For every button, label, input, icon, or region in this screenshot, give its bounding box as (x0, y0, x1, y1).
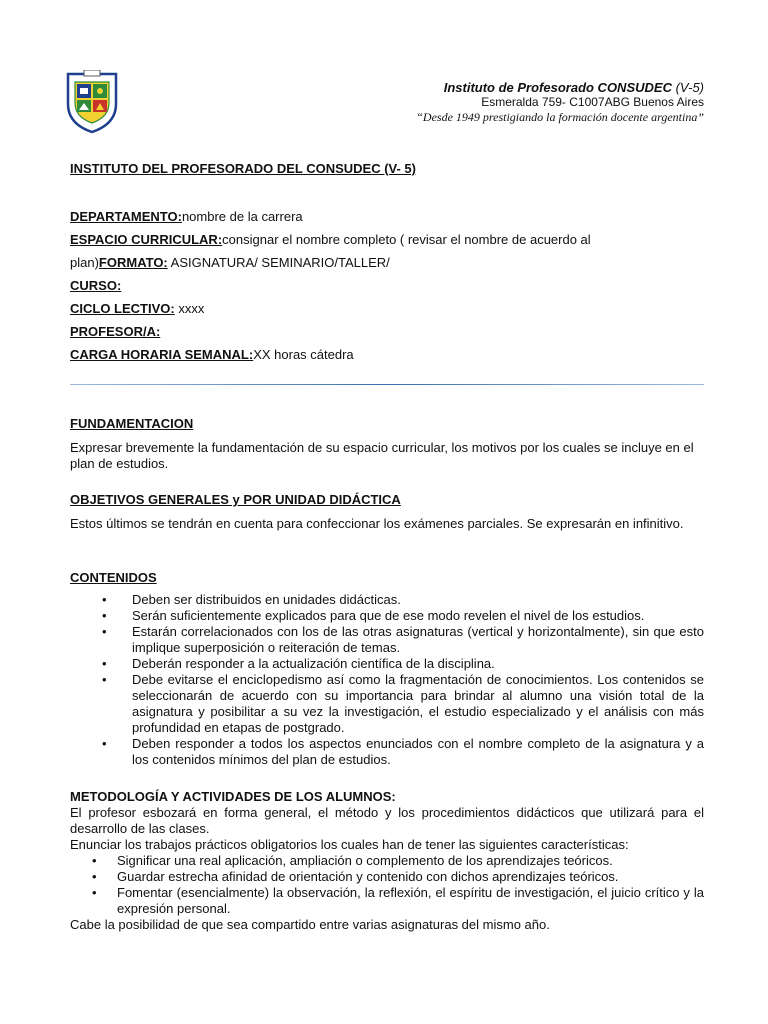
shield-crest-icon (64, 70, 120, 134)
document-title: INSTITUTO DEL PROFESORADO DEL CONSUDEC (V- 5) (70, 161, 416, 176)
metodologia-para1: El profesor esbozará en forma general, el método y los procedimientos didácticos que utilizará para el desarrollo de las clases. (70, 805, 704, 836)
contenidos-heading: CONTENIDOS (70, 570, 157, 585)
section-metodologia (70, 789, 704, 933)
ciclo-label: CICLO LECTIVO: (70, 301, 175, 316)
fundamentacion-heading: FUNDAMENTACION (70, 416, 194, 431)
list-item (70, 592, 704, 608)
course-fields (70, 208, 710, 369)
metodologia-closing: Cabe la posibilidad de que sea compartido entre varias asignaturas del mismo año. (70, 917, 550, 932)
field-departamento (70, 208, 710, 231)
profesor-label: PROFESOR/A: (70, 324, 161, 339)
ciclo-value: xxxx (174, 301, 205, 316)
carga-label: CARGA HORARIA SEMANAL: (70, 347, 254, 362)
list-item-text: Significar una real aplicación, ampliación o complemento de los aprendizajes teóricos. (117, 853, 613, 868)
formato-label: FORMATO: (98, 255, 168, 270)
section-contenidos (70, 570, 704, 768)
fundamentacion-text: Expresar brevemente la fundamentación de su espacio curricular, los motivos por los cuales se incluye en el plan de estudios. (70, 440, 694, 471)
espacio-label: ESPACIO CURRICULAR: (70, 232, 223, 247)
horizontal-divider (70, 384, 704, 385)
list-item (70, 624, 704, 656)
section-fundamentacion (70, 416, 704, 472)
institution-motto: “Desde 1949 prestigiando la formación docente argentina” (416, 110, 704, 124)
bullet: • (102, 736, 107, 751)
list-item-text: Deben responder a todos los aspectos enunciados con el nombre completo de la asignatura y a los contenidos mínimos del plan de estudios. (132, 736, 704, 767)
contenidos-list (70, 592, 704, 768)
institution-suffix: (V-5) (675, 80, 704, 95)
institution-header (416, 80, 704, 125)
bullet: • (102, 656, 107, 671)
field-formato (70, 254, 710, 277)
formato-value: ASIGNATURA/ SEMINARIO/TALLER/ (167, 255, 390, 270)
institution-address: Esmeralda 759- C1007ABG Buenos Aires (481, 95, 704, 109)
list-item (70, 608, 704, 624)
bullet: • (102, 624, 107, 639)
bullet: • (92, 869, 97, 884)
departamento-value: nombre de la carrera (181, 209, 303, 224)
bullet: • (92, 853, 97, 868)
metodologia-list (70, 853, 704, 917)
list-item-text: Deben ser distribuidos en unidades didácticas. (132, 592, 401, 607)
objetivos-heading: OBJETIVOS GENERALES y POR UNIDAD DIDÁCTICA (70, 492, 401, 507)
curso-label: CURSO: (70, 278, 122, 293)
bullet: • (92, 885, 97, 900)
list-item (70, 869, 704, 885)
field-ciclo-lectivo (70, 300, 710, 323)
field-profesor (70, 323, 710, 346)
section-objetivos (70, 492, 704, 532)
objetivos-text: Estos últimos se tendrán en cuenta para confeccionar los exámenes parciales. Se expresarán en infinitivo. (70, 516, 684, 531)
espacio-value-cont: plan) (70, 255, 99, 270)
list-item-text: Fomentar (esencialmente) la observación, la reflexión, el espíritu de investigación, el juicio crítico y la expresión personal. (117, 885, 704, 916)
field-espacio-curricular (70, 231, 710, 254)
list-item-text: Estarán correlacionados con los de las otras asignaturas (vertical y horizontalmente), sin que esto implique superposición o reiteración de temas. (132, 624, 704, 655)
field-curso (70, 277, 710, 300)
bullet: • (102, 608, 107, 623)
list-item (70, 885, 704, 917)
metodologia-heading: METODOLOGÍA Y ACTIVIDADES DE LOS ALUMNOS: (70, 789, 396, 804)
list-item-text: Debe evitarse el enciclopedismo así como la fragmentación de conocimientos. Los contenidos se seleccionarán de acuerdo con su importancia para brindar al alumno una visión total de la asignatura y posibilitar a su vez la investigación, el estudio especializado y el análisis con más profundidad en etapas de postgrado. (132, 672, 704, 735)
institution-title (416, 80, 704, 95)
institution-name: Instituto de Profesorado CONSUDEC (443, 80, 672, 95)
carga-value: XX horas cátedra (253, 347, 354, 362)
espacio-value: consignar el nombre completo ( revisar el nombre de acuerdo al (222, 232, 591, 247)
list-item (70, 672, 704, 736)
list-item-text: Guardar estrecha afinidad de orientación y contenido con dichos aprendizajes teóricos. (117, 869, 619, 884)
list-item-text: Deberán responder a la actualización científica de la disciplina. (132, 656, 495, 671)
bullet: • (102, 672, 107, 687)
list-item (70, 853, 704, 869)
list-item (70, 656, 704, 672)
list-item (70, 736, 704, 768)
list-item-text: Serán suficientemente explicados para que de ese modo revelen el nivel de los estudios. (132, 608, 645, 623)
metodologia-para2: Enunciar los trabajos prácticos obligatorios los cuales han de tener las siguientes características: (70, 837, 629, 852)
departamento-label: DEPARTAMENTO: (70, 209, 182, 224)
bullet: • (102, 592, 107, 607)
field-carga-horaria (70, 346, 710, 369)
